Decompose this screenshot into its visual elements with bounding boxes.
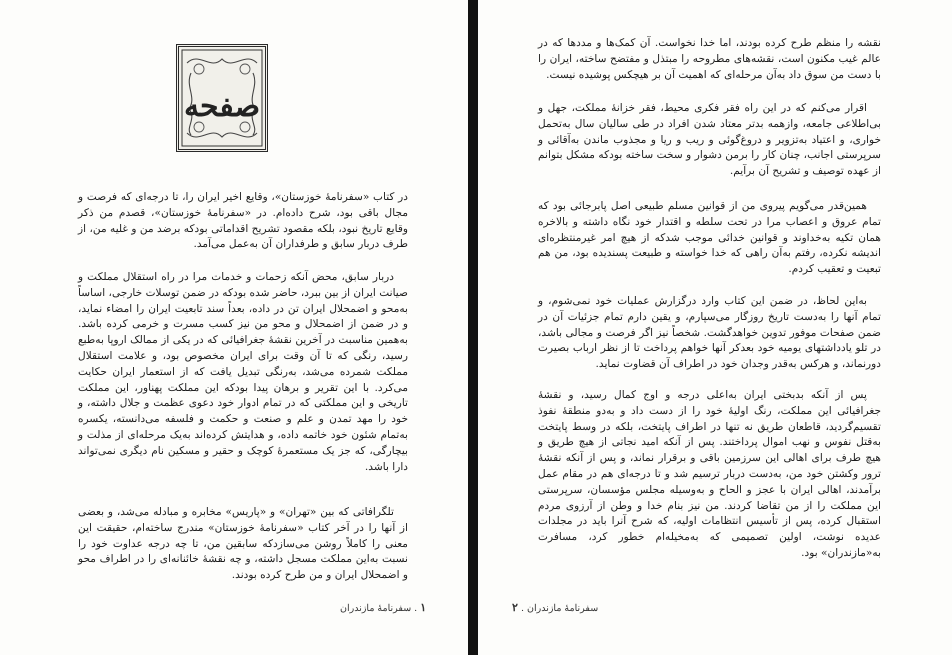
right-paragraph-4: به‌این لحاظ، در ضمن این کتاب وارد درگزارش عملیات خود نمی‌شوم، و تمام آنها را به‌دست تاریخ روزگار می‌سپارم، و یقین دارم تمام جزئیات آن در ضمن صفحات موفور تدوین خواهدگشت. شخصاً نیز اگر فرصت و مجالی باشد، در تلو یادداشتهای یومیه خود بعدکر آنها خواهم پرداخت تا از نظر ارباب بصیرت دورنماند، و هرکس به‌قدر وجدان خود در اطراف آن قضاوت نماید.	[538, 295, 881, 371]
left-paragraph-1: در کتاب «سفرنامهٔ خوزستان»، وقایع اخیر ایران را، تا درجه‌ای که فرصت و مجال باقی بود، شرح داده‌ام. در «سفرنامهٔ خوزستان»، قصدم من ذکر وقایع تاریخ نبود، بلکه مقصود تشریح اقداماتی بودکه برضد من و غلیه من، از طرف دربار سابق و طرفداران آن به‌عمل می‌آمد.	[78, 191, 408, 251]
ornamental-heading-box	[176, 44, 268, 152]
book-gutter	[468, 0, 478, 655]
left-footer-title: سفرنامهٔ مازندران	[340, 603, 412, 614]
right-paragraph-3: همین‌قدر می‌گویم پیروی من از قوانین مسلم طبیعی اصل پابرجائی بود که تمام عروق و اعصاب مرا در تحت سلطه و اقتدار خود نگاه داشته و بالاخره همان تکیه به‌خداوند و قوانین خدائی موجب شدکه از هیچ امر غیرمنتظره‌ای اندیشه نکرده، رفتم به‌آن راهی که خدا خواسته و طبیعت پسندیده بود، من هم تبعیت و تعقیب کردم.	[538, 200, 881, 276]
left-page-number: ۱	[420, 601, 427, 614]
ornament-word: صفحه	[183, 89, 261, 124]
right-page	[478, 0, 952, 655]
right-paragraph-1: نقشه را منظم طرح کرده بودند، اما خدا نخواست. آن کمک‌ها و مددها که در عالم غیب مکنون است، نقشه‌های مطروحه را مبتذل و مفتضح ساخته، ایران را با دست من سوق داد به‌آن مرحله‌ای که اهمیت آن بر هیچکس پوشیده نیست.	[538, 37, 881, 81]
left-paragraph-2: دربار سابق، محض آنکه زحمات و خدمات مرا در راه استقلال مملکت و صیانت ایران از بین ببرد، حاضر شده بودکه در ضمن توسلات خارجی، اساساً به‌محو و اضمحلال ایران تن در داده، بعداً سند تابعیت ایران را امضاء نماید، و در ضمن از اضمحلال و محو من نیز کسب مسرت و خرمی کرده باشد. به‌همین مناسبت در آخرین نقشهٔ جغرافیائی که در یکی از ممالک اروپا به‌طبع رسید، رنگی که تا آن وقت برای ایران مخصوص بود، و علامت استقلال مملکت شمرده می‌شد، به‌رنگی تبدیل یافت که از استعمار ایران حکایت می‌کرد. با این تقریر و برهان پیدا بودکه این مملکت پهناور، این مملکت تاریخی و این مملکتی که در تمام ادوار خود دعوی عظمت و جلال داشته، و خود را مهد تمدن و علم و صنعت و حکمت و فلسفه می‌دانسته، یکسره به‌تمام شئون خود خاتمه داده، و هدایتش کرده‌اند به‌یک مرحله‌ای از مذلت و بیچارگی، که جز یک مستعمرهٔ کوچک و حقیر و مسکین نام دیگری نمی‌تواند دارا باشد.	[78, 271, 408, 473]
right-paragraph-2: اقرار می‌کنم که در این راه فقر فکری محیط، فقر خزانهٔ مملکت، جهل و بی‌اطلاعی جامعه، وازهمه بدتر معتاد شدن افراد در طی سالیان سال به‌تحمل خواری، و اعتیاد به‌تزویر و دروغ‌گوئی و ریب و ریا و مجذوب ماندن به‌آقائی و سرپرستی اجانب، چنان کار را برمن دشوار و سخت ساخته بودکه مشکل بتوانم از عهده توصیف و تشریح آن برآیم.	[538, 102, 881, 178]
right-paragraph-5: پس از آنکه بدبختی ایران به‌اعلی درجه و اوج کمال رسید، و نقشهٔ جغرافیائی این مملکت، رنگ اولیهٔ خود را از دست داد و به‌دو منطقهٔ نفوذ تقسیم‌گردید، قاطعان طریق نه تنها در اطراف پایتخت، بلکه در وسط پایتخت به‌قتل نفوس و نهب اموال پرداختند. پس از آنکه امید نجاتی از هیچ طریق و هیچ طرف برای اهالی این سرزمین باقی و برقرار نماند، و پس از آنکه نقشهٔ ترور وکشتن خود من، به‌دست دربار ترسیم شد و تا درجه‌ای هم در مقام عمل برآمدند، اهالی ایران با عجز و الحاح و به‌وسیله مجلس مؤسسان، سرپرستی این مملکت را از من تقاضا کردند. من نیز بنام خدا و وطن از آرزوی مردم استقبال کرده، پس از تأسیس انتظامات اولیه، که شرح آنرا باید در مجلدات عدیده نوشت، اولین تصمیمی که به‌مخیله‌ام خطور کرد، مسافرت به‌«مازندران» بود.	[538, 389, 881, 559]
left-paragraph-3: تلگرافاتی که بین «تهران» و «پاریس» مخابره و مبادله می‌شد، و بعضی از آنها را در آخر کتاب «سفرنامهٔ خوزستان» مندرج ساخته‌ام، حقیقت این معنی را کاملاً روشن می‌سازدکه سابقین من، تا چه درجه عداوت خود را نسبت به‌این مملکت مسجل داشته، و چه نقشهٔ خائنانه‌ای را در اطراف محو و اضمحلال ایران و من طرح کرده بودند.	[78, 506, 408, 582]
left-page	[0, 0, 468, 655]
left-page-footer: ۱ . سفرنامهٔ مازندران	[340, 601, 427, 614]
right-footer-title: سفرنامهٔ مازندران	[527, 603, 599, 614]
right-page-footer: سفرنامهٔ مازندران . ۲	[512, 601, 599, 614]
right-page-number: ۲	[512, 601, 518, 614]
